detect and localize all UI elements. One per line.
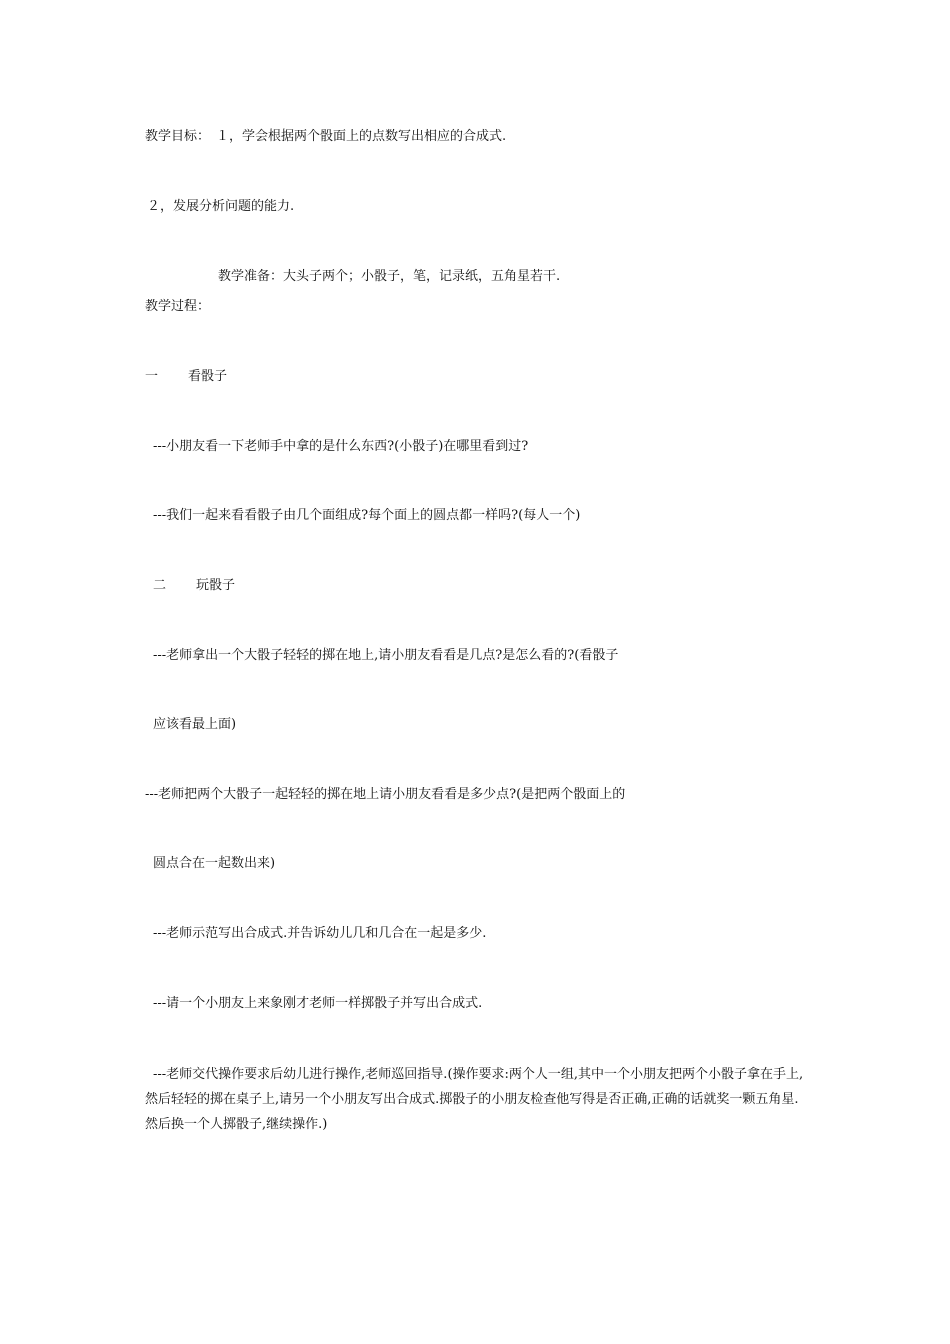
section-1-number: 一 (145, 369, 159, 384)
paragraph-q4-line-2: 圆点合在一起数出来) (153, 856, 276, 871)
section-2-number: 二 (153, 578, 167, 593)
paragraph-q1: ---小朋友看一下老师手中拿的是什么东西?(小骰子)在哪里看到过? (153, 439, 529, 454)
section-1-title: 看骰子 (188, 369, 228, 384)
paragraph-q5: ---老师示范写出合成式.并告诉幼儿几和几合在一起是多少. (153, 926, 487, 941)
paragraph-q4-line-1: ---老师把两个大骰子一起轻轻的掷在地上请小朋友看看是多少点?(是把两个骰面上的 (145, 787, 626, 802)
goal-1: １，学会根据两个骰面上的点数写出相应的合成式. (216, 129, 507, 144)
goal-label: 教学目标： (145, 129, 211, 144)
paragraph-q3-line-2: 应该看最上面) (153, 717, 237, 732)
teaching-preparation: 教学准备：大头子两个；小骰子，笔，记录纸，五角星若干. (218, 269, 561, 284)
teaching-goals-line (145, 128, 506, 146)
paragraph-q3-line-1: ---老师拿出一个大骰子轻轻的掷在地上,请小朋友看看是几点?是怎么看的?(看骰子 (153, 648, 619, 663)
paragraph-q2: ---我们一起来看看骰子由几个面组成?每个面上的圆点都一样吗?(每人一个) (153, 508, 581, 523)
teaching-process-label: 教学过程： (145, 299, 211, 314)
paragraph-q7: ---老师交代操作要求后幼儿进行操作,老师巡回指导.(操作要求:两个人一组,其中一个小朋友把两个小骰子拿在手上,然后轻轻的掷在桌子上,请另一个小朋友写出合成式.掷骰子的小朋友检查他写得是否正确,正确的话就奖一颗五角星.然后换一个人掷骰子,继续操作.) (145, 1067, 804, 1132)
goal-2: ２，发展分析问题的能力. (147, 199, 295, 214)
section-2-heading (153, 577, 235, 595)
paragraph-q6: ---请一个小朋友上来象刚才老师一样掷骰子并写出合成式. (153, 996, 483, 1011)
section-1-heading (145, 368, 227, 386)
section-2-title: 玩骰子 (196, 578, 236, 593)
